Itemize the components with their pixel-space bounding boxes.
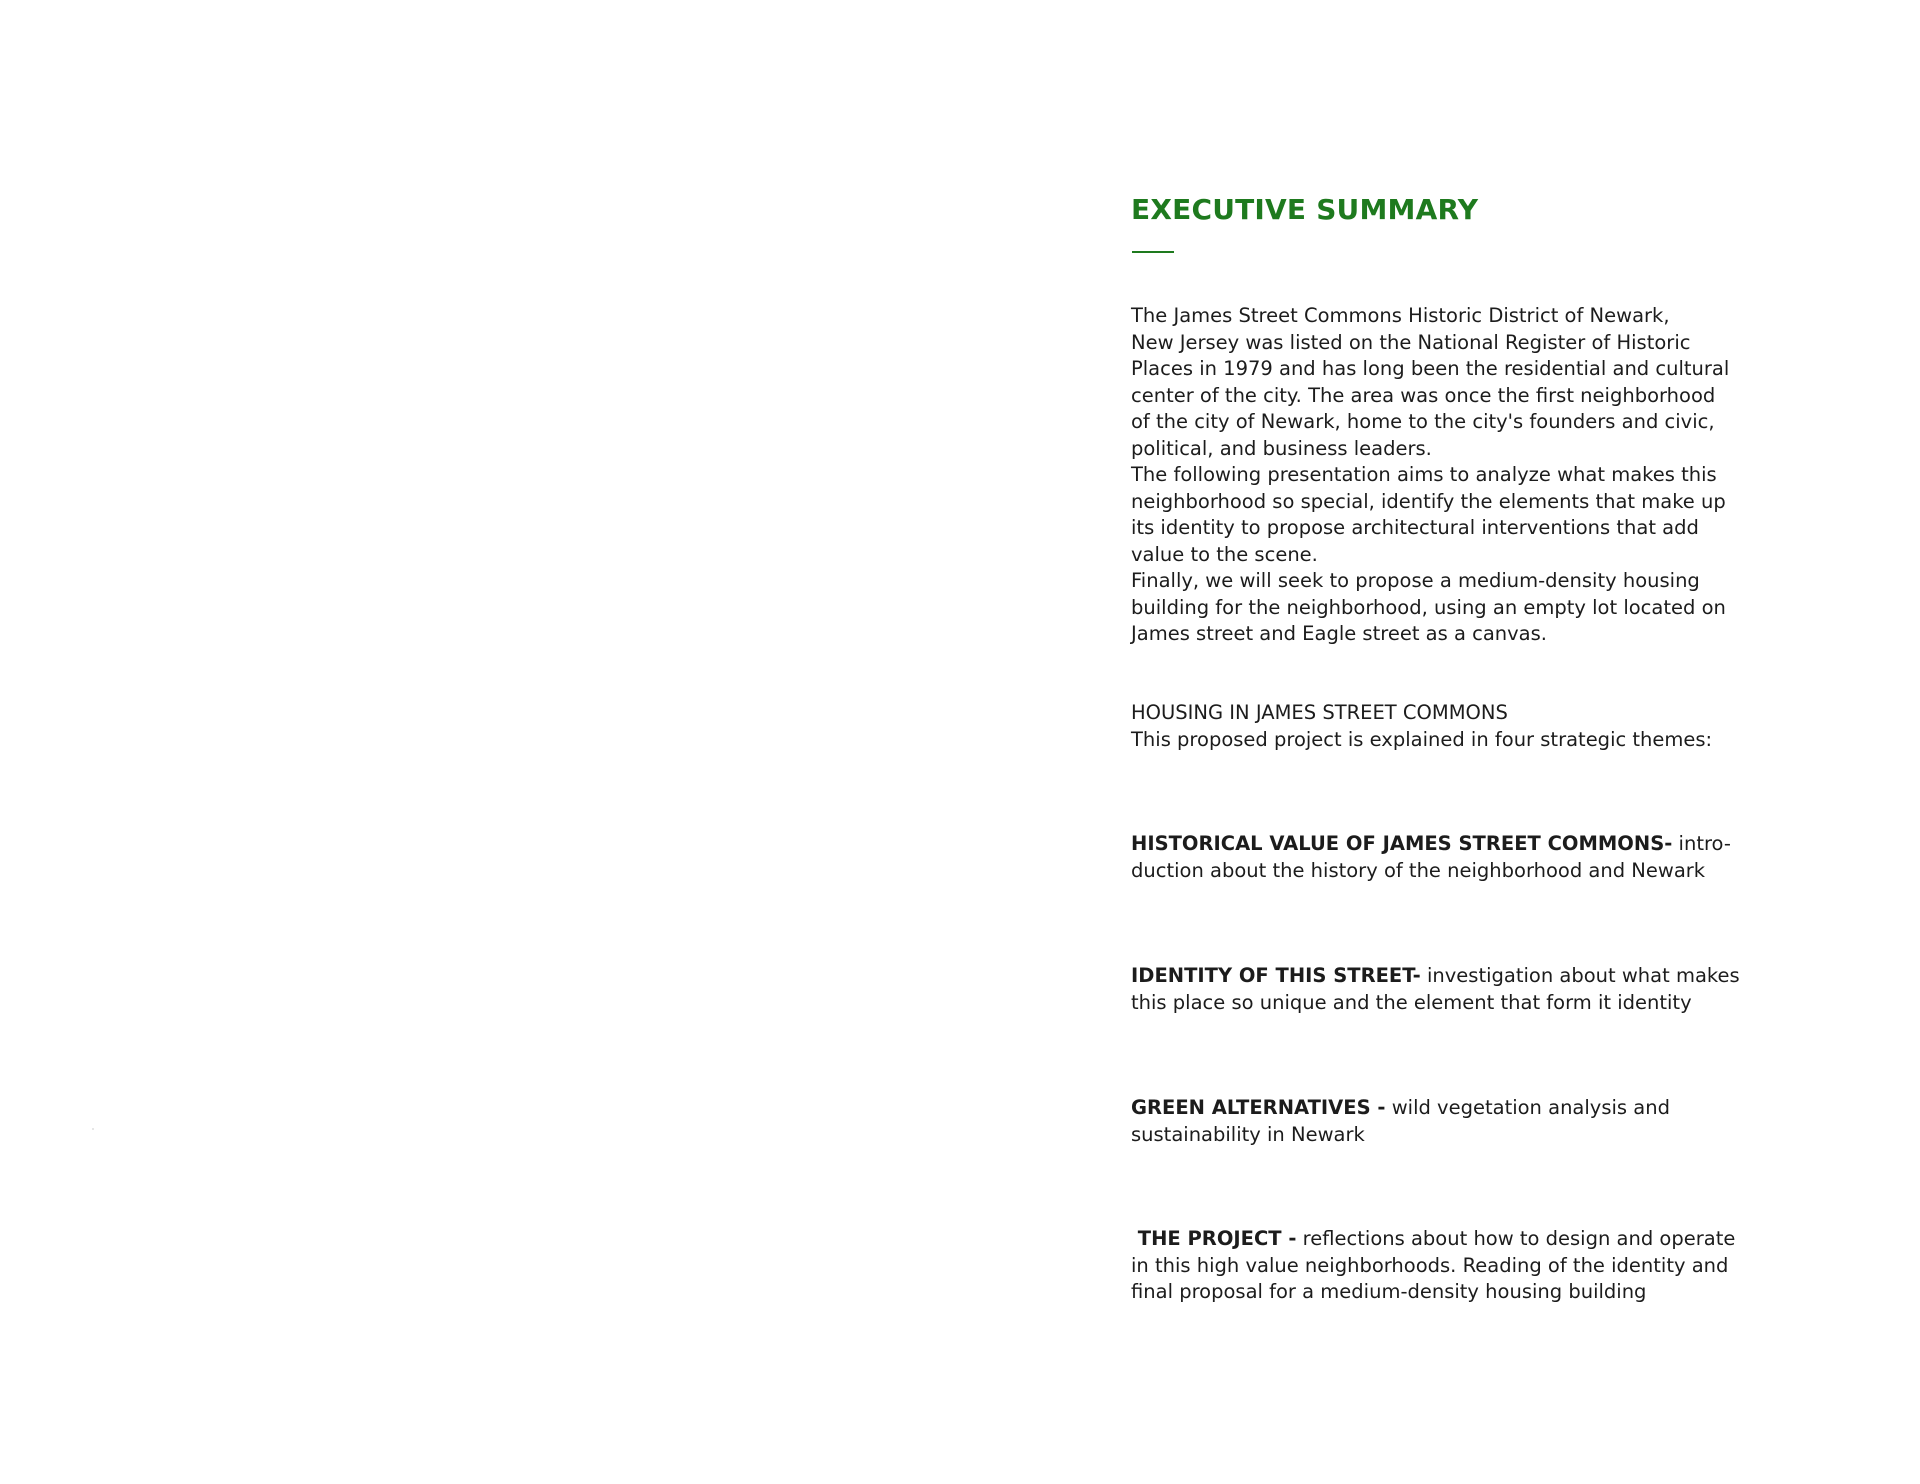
theme-first-line — [1131, 831, 1731, 858]
theme-title: IDENTITY OF THIS STREET- — [1131, 964, 1421, 987]
theme-description: sustainability in Newark — [1131, 1122, 1365, 1146]
intro-line: New Jersey was listed on the National Register of Historic — [1131, 330, 1691, 354]
theme-first-line — [1131, 963, 1740, 990]
theme-the-project — [1131, 1226, 1735, 1306]
title-underline — [1132, 251, 1174, 253]
theme-description: in this high value neighborhoods. Reading of the identity and — [1131, 1253, 1729, 1277]
theme-first-line — [1131, 1095, 1670, 1122]
intro-paragraph — [1131, 303, 1729, 648]
intro-line: James street and Eagle street as a canvas. — [1131, 622, 1547, 645]
housing-section — [1131, 700, 1712, 753]
theme-description: investigation about what makes — [1420, 964, 1740, 987]
intro-line: The James Street Commons Historic District of Newark, — [1131, 304, 1670, 327]
intro-line: The following presentation aims to analyze what makes this — [1131, 463, 1717, 486]
theme-green-alternatives — [1131, 1095, 1670, 1148]
intro-line: Places in 1979 and has long been the residential and cultural — [1131, 357, 1730, 380]
theme-historical-value — [1131, 831, 1731, 884]
theme-description: this place so unique and the element that form it identity — [1131, 990, 1692, 1014]
theme-description: intro- — [1672, 832, 1731, 855]
theme-description: wild vegetation analysis and — [1385, 1096, 1670, 1119]
theme-description: final proposal for a medium-density housing building — [1131, 1280, 1647, 1303]
theme-title: THE PROJECT - — [1131, 1227, 1297, 1250]
intro-line: center of the city. The area was once the first neighborhood — [1131, 383, 1716, 407]
page-title: EXECUTIVE SUMMARY — [1131, 193, 1479, 226]
theme-description: duction about the history of the neighborhood and Newark — [1131, 858, 1706, 882]
theme-title: GREEN ALTERNATIVES - — [1131, 1096, 1386, 1119]
intro-line: its identity to propose architectural interventions that add — [1131, 516, 1699, 539]
housing-subtitle: This proposed project is explained in four strategic themes: — [1131, 727, 1713, 751]
theme-title: HISTORICAL VALUE OF JAMES STREET COMMONS- — [1131, 832, 1673, 855]
faint-mark — [92, 1128, 94, 1130]
intro-line: neighborhood so special, identify the elements that make up — [1131, 489, 1726, 513]
intro-line: political, and business leaders. — [1131, 436, 1432, 460]
theme-first-line — [1131, 1226, 1735, 1253]
intro-line: value to the scene. — [1131, 542, 1318, 566]
theme-description: reflections about how to design and operate — [1296, 1227, 1736, 1250]
intro-line: building for the neighborhood, using an empty lot located on — [1131, 595, 1726, 619]
intro-line: of the city of Newark, home to the city's founders and civic, — [1131, 410, 1715, 433]
intro-line: Finally, we will seek to propose a medium-density housing — [1131, 569, 1700, 592]
housing-title: HOUSING IN JAMES STREET COMMONS — [1131, 701, 1508, 724]
theme-identity — [1131, 963, 1740, 1016]
